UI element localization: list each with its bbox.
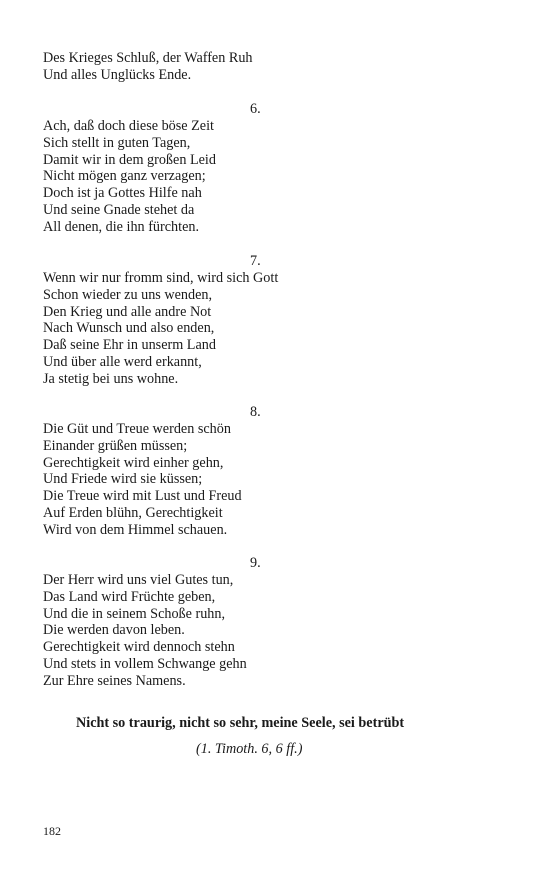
- stanza-7: [43, 270, 463, 388]
- stanza-6: [43, 118, 463, 236]
- verse-line: All denen, die ihn fürchten.: [43, 218, 200, 235]
- verse-line: Ach, daß doch diese böse Zeit: [43, 118, 214, 134]
- verse-line: Damit wir in dem großen Leid: [43, 151, 216, 168]
- stanza-number: 8.: [250, 404, 261, 420]
- stanza-number: 7.: [250, 253, 261, 269]
- verse-line: Den Krieg und alle andre Not: [43, 303, 212, 320]
- verse-line: Daß seine Ehr in unserm Land: [43, 337, 216, 354]
- verse-line: Einander grüßen müssen;: [43, 437, 188, 454]
- verse-line: Und die in seinem Schoße ruhn,: [43, 605, 226, 622]
- verse-line: Wenn wir nur fromm sind, wird sich Gott: [43, 270, 279, 286]
- stanza-8: [43, 421, 463, 539]
- stanza-number: 9.: [250, 555, 261, 571]
- verse-line: Nach Wunsch und also enden,: [43, 320, 215, 337]
- verse-line: Und über alle werd erkannt,: [43, 353, 202, 370]
- verse-line: Wird von dem Himmel schauen.: [43, 521, 228, 538]
- verse-line: Und seine Gnade stehet da: [43, 201, 195, 218]
- stanza-9: [43, 572, 463, 690]
- verse-line: Und Friede wird sie küssen;: [43, 471, 203, 488]
- verse-line: Die Treue wird mit Lust und Freud: [43, 488, 242, 505]
- verse-line: Schon wieder zu uns wenden,: [43, 286, 213, 303]
- verse-line: Sich stellt in guten Tagen,: [43, 134, 191, 151]
- hymn-title: Nicht so traurig, nicht so sehr, meine Seele, sei betrübt: [76, 715, 405, 731]
- verse-line: Des Krieges Schluß, der Waffen Ruh: [43, 50, 253, 66]
- verse-line: Und stets in vollem Schwange gehn: [43, 655, 247, 672]
- page-number: 182: [43, 824, 61, 838]
- verse-line: Die werden davon leben.: [43, 622, 185, 639]
- stanza-5-end: [43, 50, 463, 84]
- verse-line: Der Herr wird uns viel Gutes tun,: [43, 572, 234, 588]
- stanza-number: 6.: [250, 101, 261, 117]
- verse-line: Das Land wird Früchte geben,: [43, 588, 216, 605]
- verse-line: Zur Ehre seines Namens.: [43, 672, 186, 689]
- verse-line: Auf Erden blühn, Gerechtigkeit: [43, 504, 223, 521]
- verse-line: Die Güt und Treue werden schön: [43, 421, 231, 437]
- verse-line: Gerechtigkeit wird einher gehn,: [43, 454, 224, 471]
- verse-line: Und alles Unglücks Ende.: [43, 66, 192, 83]
- verse-line: Gerechtigkeit wird dennoch stehn: [43, 639, 235, 656]
- verse-line: Nicht mögen ganz verzagen;: [43, 168, 206, 185]
- verse-line: Doch ist ja Gottes Hilfe nah: [43, 185, 202, 202]
- hymn-reference: (1. Timoth. 6, 6 ff.): [196, 741, 303, 757]
- verse-line: Ja stetig bei uns wohne.: [43, 370, 179, 387]
